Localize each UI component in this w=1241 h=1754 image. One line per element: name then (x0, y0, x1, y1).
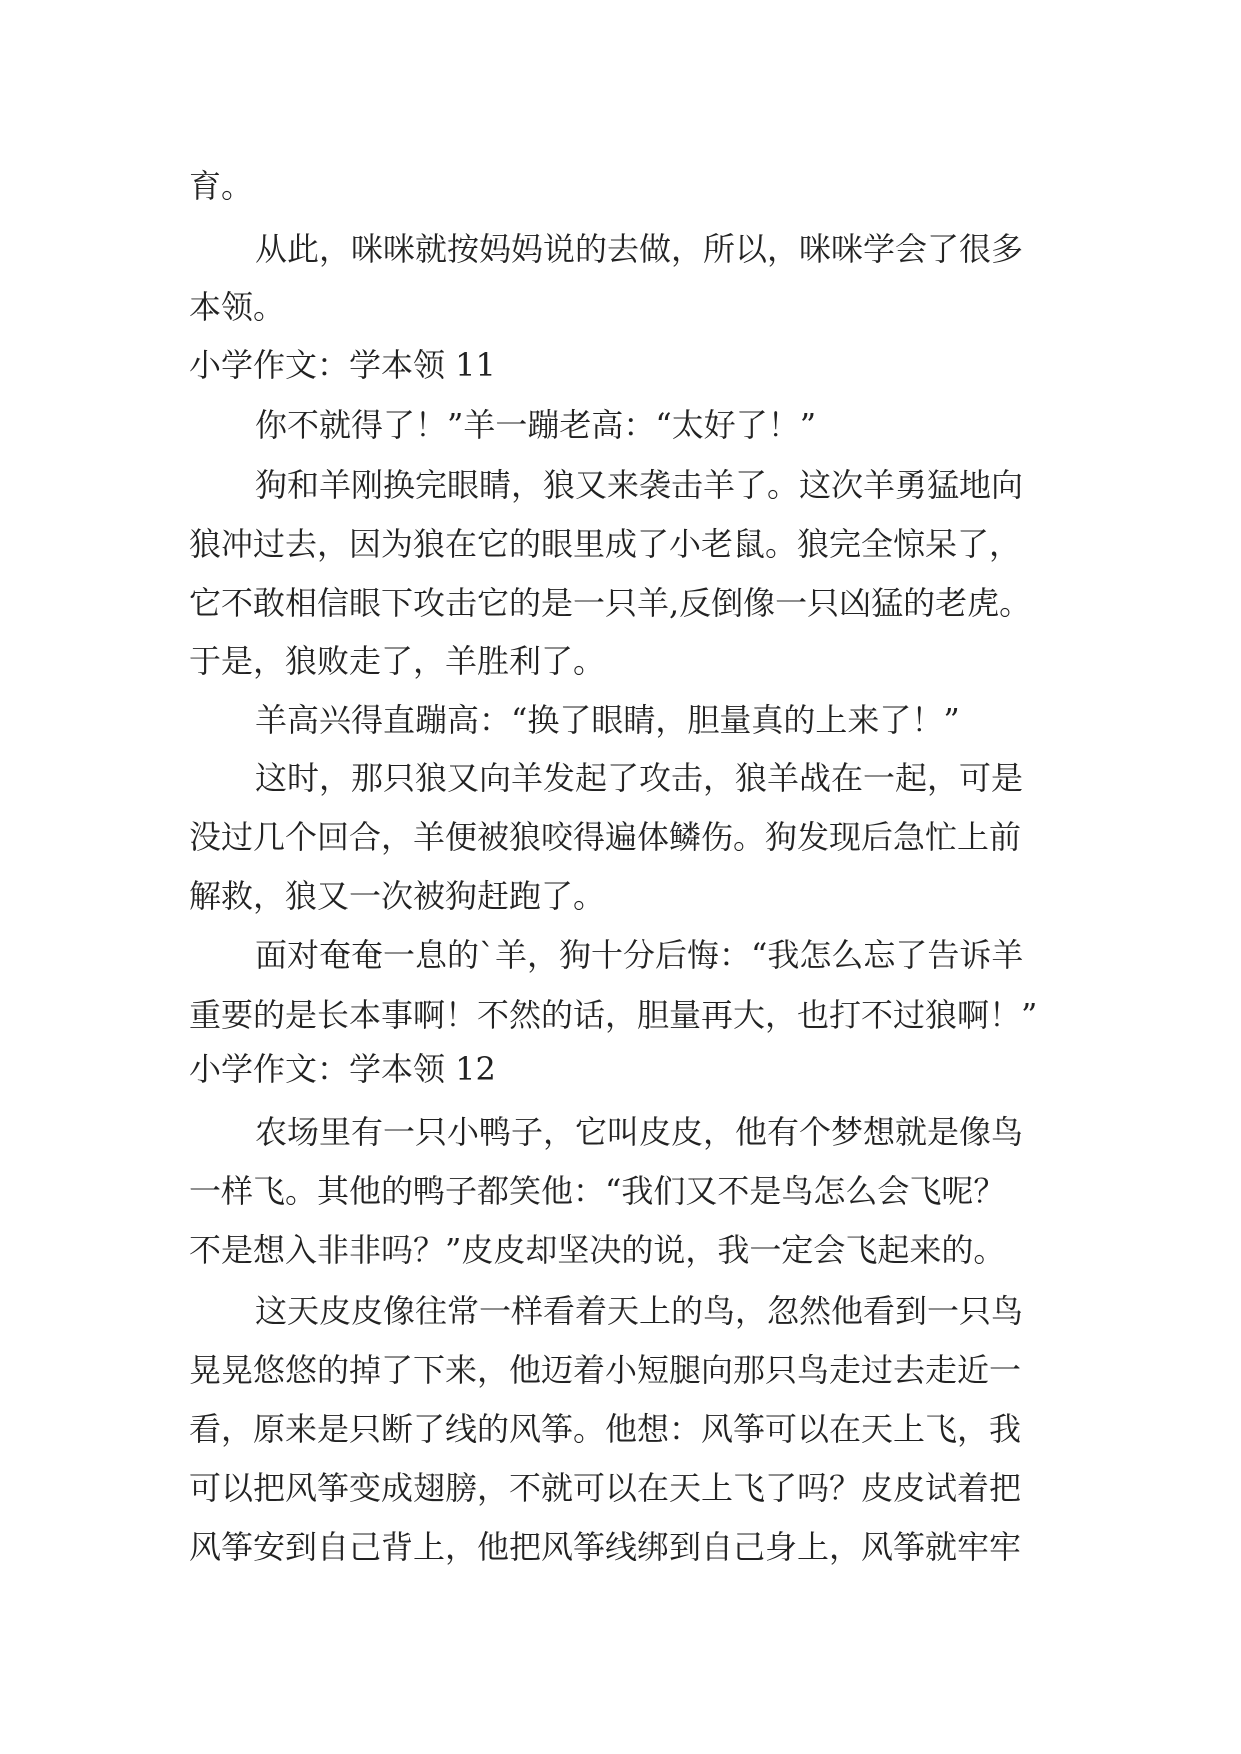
text-line (0, 1171, 1241, 1235)
section-heading-text: 小学作文：学本领 12 (189, 1050, 496, 1088)
text-line-content: 没过几个回合，羊便被狼咬得遍体鳞伤。狗发现后急忙上前 (189, 818, 1022, 856)
text-line-content: 这时，那只狼又向羊发起了攻击，狼羊战在一起，可是 (255, 759, 1024, 797)
text-line-content: 解救，狼又一次被狗赶跑了。 (189, 877, 606, 915)
text-line-content: 一样飞。其他的鸭子都笑他：“我们又不是鸟怎么会飞呢？ (189, 1172, 1006, 1210)
text-line (0, 287, 1241, 351)
section-heading-text: 小学作文：学本领 11 (189, 346, 496, 384)
text-line-content: 这天皮皮像往常一样看着天上的鸟，忽然他看到一只鸟 (255, 1292, 1024, 1330)
text-line-content: 本领。 (189, 288, 286, 326)
text-line-content: 晃晃悠悠的掉了下来，他迈着小短腿向那只鸟走过去走近一 (189, 1351, 1022, 1389)
text-line (0, 817, 1241, 881)
text-line (0, 1468, 1241, 1532)
text-line (0, 700, 1241, 764)
text-line-content: 面对奄奄一息的`羊，狗十分后悔：“我怎么忘了告诉羊 (255, 936, 1024, 974)
text-line (0, 1350, 1241, 1414)
text-line (0, 229, 1241, 293)
text-line (0, 405, 1241, 469)
text-line (0, 758, 1241, 822)
text-line-content: 于是，狼败走了，羊胜利了。 (189, 642, 606, 680)
text-line-content: 不是想入非非吗？”皮皮却坚决的说，我一定会飞起来的。 (189, 1231, 1006, 1269)
text-line (0, 1112, 1241, 1176)
text-line-content: 看，原来是只断了线的风筝。他想：风筝可以在天上飞，我 (189, 1410, 1022, 1448)
section-heading (0, 1049, 1241, 1113)
text-line-content: 重要的是长本事啊！不然的话，胆量再大，也打不过狼啊！” (189, 996, 1038, 1034)
text-line-content: 从此，咪咪就按妈妈说的去做，所以，咪咪学会了很多 (255, 230, 1024, 268)
text-line (0, 583, 1241, 647)
text-line-content: 它不敢相信眼下攻击它的是一只羊,反倒像一只凶猛的老虎。 (189, 584, 1032, 622)
text-line-content: 狼冲过去，因为狼在它的眼里成了小老鼠。狼完全惊呆了， (189, 525, 1022, 563)
text-line (0, 935, 1241, 999)
section-heading (0, 345, 1241, 409)
text-line-content: 你不就得了！”羊一蹦老高：“太好了！” (255, 406, 817, 444)
text-line (0, 524, 1241, 588)
text-line (0, 1230, 1241, 1294)
text-line-content: 风筝安到自己背上，他把风筝线绑到自己身上，风筝就牢牢 (189, 1528, 1022, 1566)
text-line (0, 1527, 1241, 1591)
text-line (0, 641, 1241, 705)
text-line-content: 羊高兴得直蹦高：“换了眼睛，胆量真的上来了！” (255, 701, 960, 739)
text-line-content: 育。 (189, 167, 254, 205)
text-line (0, 1409, 1241, 1473)
text-line (0, 1291, 1241, 1355)
text-line (0, 876, 1241, 940)
text-line-content: 可以把风筝变成翅膀，不就可以在天上飞了吗？皮皮试着把 (189, 1469, 1022, 1507)
text-line (0, 166, 1241, 230)
text-line-content: 狗和羊刚换完眼睛，狼又来袭击羊了。这次羊勇猛地向 (255, 466, 1024, 504)
text-line-content: 农场里有一只小鸭子，它叫皮皮，他有个梦想就是像鸟 (255, 1113, 1024, 1151)
text-line (0, 465, 1241, 529)
